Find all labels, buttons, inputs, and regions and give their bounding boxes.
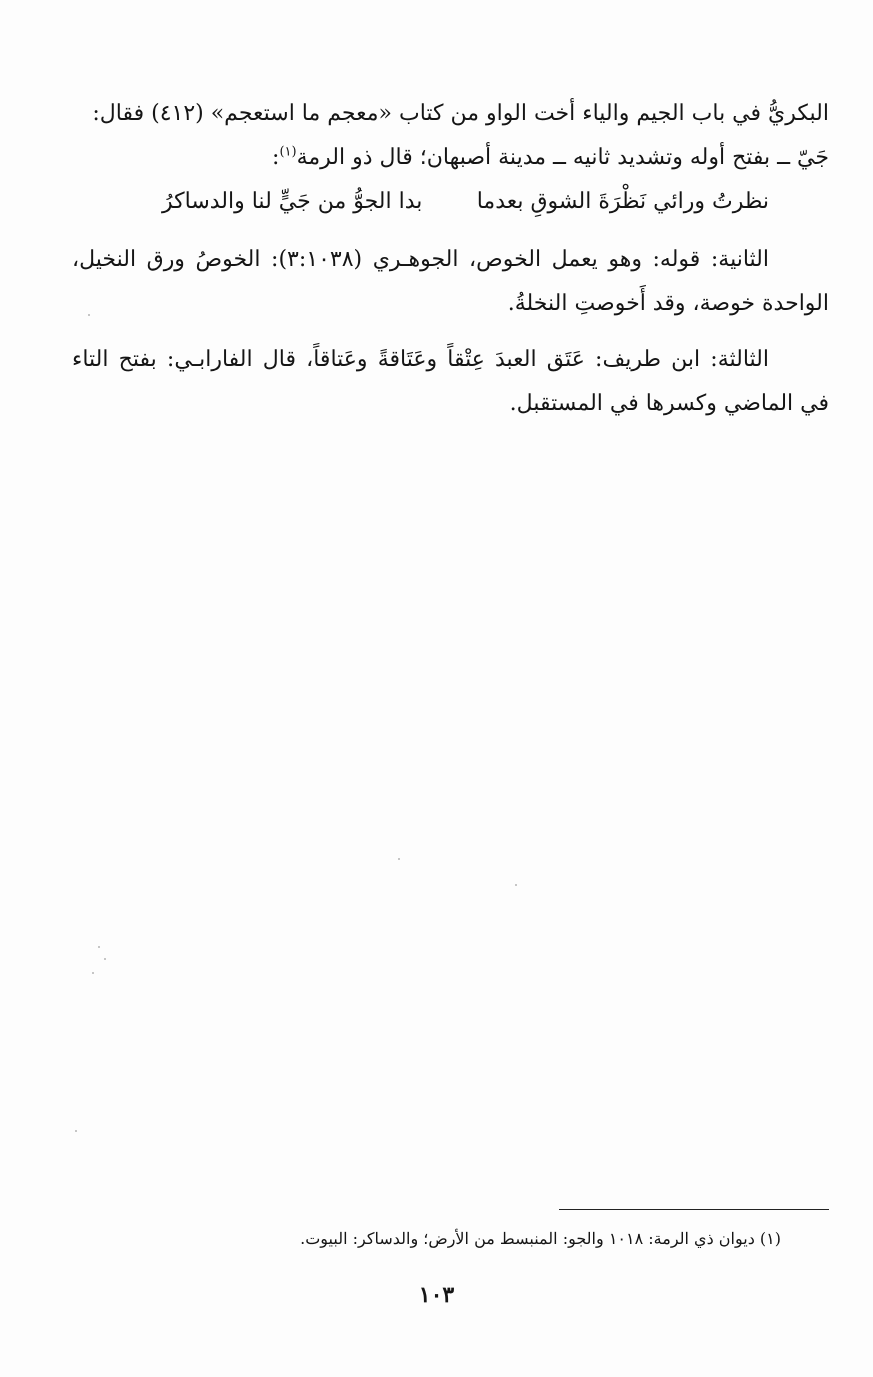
paragraph-1-line-2: جَيّ ــ بفتح أوله وتشديد ثانيه ــ مدينة أصبهان؛ قال ذو الرمة bbox=[296, 145, 829, 170]
scan-speck bbox=[98, 946, 100, 948]
paragraph-1-line-1: البكريُّ في باب الجيم والياء أخت الواو من كتاب «معجم ما استعجم» (٤١٢) فقال: bbox=[92, 101, 829, 126]
scan-speck bbox=[104, 958, 106, 960]
scan-speck bbox=[75, 1130, 77, 1132]
scan-speck bbox=[92, 972, 94, 974]
footnote-divider bbox=[559, 1209, 829, 1210]
paragraph-3: الثالثة: ابن طريف: عَتَق العبدَ عِتْقاً وعَتَاقةً وعَتاقاً، قال الفارابـي: بفتح التاء في الماضي وكسرها في المستقبل. bbox=[72, 347, 829, 416]
paragraph-1 bbox=[72, 92, 829, 180]
scan-speck bbox=[398, 858, 400, 860]
page-number: ١٠٣ bbox=[418, 1282, 455, 1308]
verse-first-hemistich: نظرتُ ورائي نَظْرَةَ الشوقِ بعدما bbox=[476, 189, 769, 214]
footnote: (١) ديوان ذي الرمة: ١٠١٨ والجو: المنبسط من الأرض؛ والدساكر: البيوت. bbox=[300, 1229, 781, 1248]
poetry-verse bbox=[72, 180, 829, 224]
main-text bbox=[72, 92, 829, 438]
scan-speck bbox=[88, 314, 90, 316]
scan-speck bbox=[515, 884, 517, 886]
paragraph-2: الثانية: قوله: وهو يعمل الخوص، الجوهـري (٣:١٠٣٨): الخوصُ ورق النخيل، الواحدة خوصة، وقد أَخوصتِ النخلةُ. bbox=[72, 247, 829, 316]
footnote-reference: (١) bbox=[279, 144, 297, 160]
paragraph-1-line-2-end: : bbox=[272, 145, 280, 170]
verse-second-hemistich: بدا الجوُّ من جَيٍّ لنا والدساكرُ bbox=[162, 189, 423, 214]
